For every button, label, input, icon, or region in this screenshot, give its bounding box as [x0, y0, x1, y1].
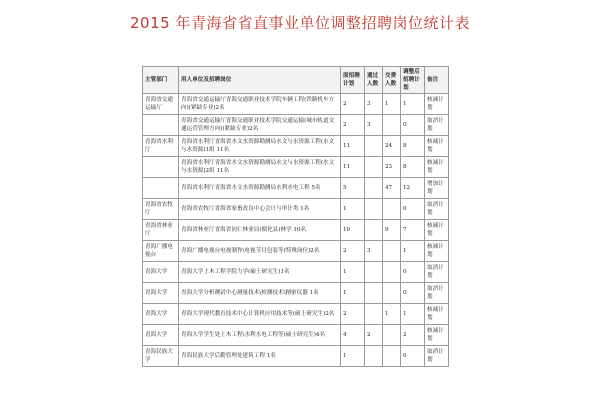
- dept-cell: [143, 115, 179, 136]
- orig-plan-cell: 4: [341, 325, 365, 346]
- table-row: [143, 304, 449, 325]
- unit-cell: 青海广播电视台电视制作\电视节目包装等(特殊岗位)2名: [179, 241, 341, 262]
- pass-count-cell: 3: [365, 94, 383, 115]
- adjusted-plan-cell: 1: [401, 241, 425, 262]
- dept-cell: 青海省林业厅: [143, 220, 179, 241]
- adjusted-plan-cell: 8: [401, 157, 425, 178]
- adjusted-plan-cell: 0: [401, 262, 425, 283]
- header-adjusted-plan: 调整后招聘计划: [401, 67, 425, 94]
- page-title: 2015 年青海省省直事业单位调整招聘岗位统计表: [130, 14, 470, 32]
- table-row: [143, 220, 449, 241]
- table-row: [143, 262, 449, 283]
- note-cell: 取消计划: [425, 283, 449, 304]
- paid-count-cell: [383, 283, 401, 304]
- dept-cell: 青海广播电视台: [143, 241, 179, 262]
- note-cell: 取消计划: [425, 115, 449, 136]
- header-pass-count: 通过人数: [365, 67, 383, 94]
- adjusted-plan-cell: 0: [401, 199, 425, 220]
- table-row: [143, 94, 449, 115]
- note-cell: 核减计划: [425, 94, 449, 115]
- paid-count-cell: [383, 115, 401, 136]
- orig-plan-cell: 1: [341, 283, 365, 304]
- orig-plan-cell: 11: [341, 136, 365, 157]
- adjusted-plan-cell: 1: [401, 304, 425, 325]
- table-header-row: [143, 67, 449, 94]
- table-row: [143, 136, 449, 157]
- adjusted-plan-cell: 12: [401, 178, 425, 199]
- adjusted-plan-cell: 7: [401, 220, 425, 241]
- pass-count-cell: [365, 283, 383, 304]
- unit-cell: 青海大学学生处土木工程\水利水电工程等(硕士研究生)4名: [179, 325, 341, 346]
- dept-cell: 青海大学: [143, 304, 179, 325]
- pass-count-cell: [365, 346, 383, 367]
- header-orig-plan: 原招聘计划: [341, 67, 365, 94]
- note-cell: 取消计划: [425, 199, 449, 220]
- header-note: 备注: [425, 67, 449, 94]
- recruitment-table: [142, 66, 448, 367]
- dept-cell: 青海大学: [143, 262, 179, 283]
- paid-count-cell: 24: [383, 136, 401, 157]
- note-cell: 取消计划: [425, 262, 449, 283]
- header-dept: 主管部门: [143, 67, 179, 94]
- header-unit: 用人单位及招聘岗位: [179, 67, 341, 94]
- adjusted-plan-cell: 0: [401, 115, 425, 136]
- dept-cell: 青海大学: [143, 283, 179, 304]
- unit-cell: 青海省交通运输厅青海交通职业技术学院交通运输(城市轨道交通运营管理方向)(紧缺专业)2名: [179, 115, 341, 136]
- pass-count-cell: [365, 157, 383, 178]
- unit-cell: 青海省水利厅青海省水文水资源勘测局水利水电工程 5名: [179, 178, 341, 199]
- pass-count-cell: [365, 178, 383, 199]
- orig-plan-cell: 10: [341, 220, 365, 241]
- unit-cell: 青海民族大学后勤管理处建筑工程 1名: [179, 346, 341, 367]
- paid-count-cell: [383, 262, 401, 283]
- paid-count-cell: 47: [383, 178, 401, 199]
- paid-count-cell: [383, 346, 401, 367]
- pass-count-cell: [365, 304, 383, 325]
- pass-count-cell: 3: [365, 115, 383, 136]
- unit-cell: 青海大学现代教育技术中心计算机应用技术等(硕士研究生)2名: [179, 304, 341, 325]
- orig-plan-cell: 1: [341, 262, 365, 283]
- dept-cell: [143, 157, 179, 178]
- table-row: [143, 283, 449, 304]
- unit-cell: 青海大学分析测试中心测量技术\检测技术\精密仪器 1名: [179, 283, 341, 304]
- unit-cell: 青海大学土木工程学院力学(硕士研究生)1名: [179, 262, 341, 283]
- dept-cell: 青海民族大学: [143, 346, 179, 367]
- table-row: [143, 199, 449, 220]
- pass-count-cell: [365, 262, 383, 283]
- unit-cell: 青海省水利厅青海省水文水资源勘测局水文与水资源工程(水文与水资源)1组 11名: [179, 136, 341, 157]
- dept-cell: 青海省交通运输厅: [143, 94, 179, 115]
- orig-plan-cell: 11: [341, 157, 365, 178]
- dept-cell: 青海省农牧厅: [143, 199, 179, 220]
- note-cell: 取消计划: [425, 346, 449, 367]
- orig-plan-cell: 2: [341, 94, 365, 115]
- paid-count-cell: [383, 199, 401, 220]
- orig-plan-cell: 2: [341, 304, 365, 325]
- pass-count-cell: 3: [365, 241, 383, 262]
- note-cell: 核减计划: [425, 325, 449, 346]
- adjusted-plan-cell: 2: [401, 325, 425, 346]
- pass-count-cell: [365, 199, 383, 220]
- note-cell: 核减计划: [425, 220, 449, 241]
- adjusted-plan-cell: 1: [401, 94, 425, 115]
- dept-cell: 青海大学: [143, 325, 179, 346]
- note-cell: 核减计划: [425, 136, 449, 157]
- orig-plan-cell: 2: [341, 115, 365, 136]
- table-row: [143, 178, 449, 199]
- pass-count-cell: [365, 220, 383, 241]
- pass-count-cell: [365, 136, 383, 157]
- header-paid-count: 交费人数: [383, 67, 401, 94]
- orig-plan-cell: 1: [341, 199, 365, 220]
- table-row: [143, 346, 449, 367]
- orig-plan-cell: 2: [341, 241, 365, 262]
- orig-plan-cell: 5: [341, 178, 365, 199]
- note-cell: 核减计划: [425, 241, 449, 262]
- note-cell: 核减计划: [425, 157, 449, 178]
- table-row: [143, 115, 449, 136]
- paid-count-cell: 1: [383, 94, 401, 115]
- table-row: [143, 325, 449, 346]
- unit-cell: 青海省林业厅青海省同仁林业局(循化县)林学 10名: [179, 220, 341, 241]
- adjusted-plan-cell: 8: [401, 136, 425, 157]
- paid-count-cell: [383, 241, 401, 262]
- dept-cell: 青海省水利厅: [143, 136, 179, 157]
- adjusted-plan-cell: 0: [401, 283, 425, 304]
- unit-cell: 青海省水利厅青海省水文水资源勘测局水文与水资源工程(水文与水资源)2组 11名: [179, 157, 341, 178]
- paid-count-cell: 9: [383, 220, 401, 241]
- adjusted-plan-cell: 0: [401, 346, 425, 367]
- paid-count-cell: 1: [383, 304, 401, 325]
- pass-count-cell: 2: [365, 325, 383, 346]
- note-cell: 增加计划: [425, 178, 449, 199]
- note-cell: 核减计划: [425, 304, 449, 325]
- unit-cell: 青海省交通运输厅青海交通职业技术学院车辆工程(铁路机车方向)(紧缺专业)2名: [179, 94, 341, 115]
- unit-cell: 青海省农牧厅青海省家畜改良中心会计与审计类 1名: [179, 199, 341, 220]
- paid-count-cell: [383, 325, 401, 346]
- table-row: [143, 157, 449, 178]
- dept-cell: [143, 178, 179, 199]
- table-row: [143, 241, 449, 262]
- orig-plan-cell: 1: [341, 346, 365, 367]
- paid-count-cell: 23: [383, 157, 401, 178]
